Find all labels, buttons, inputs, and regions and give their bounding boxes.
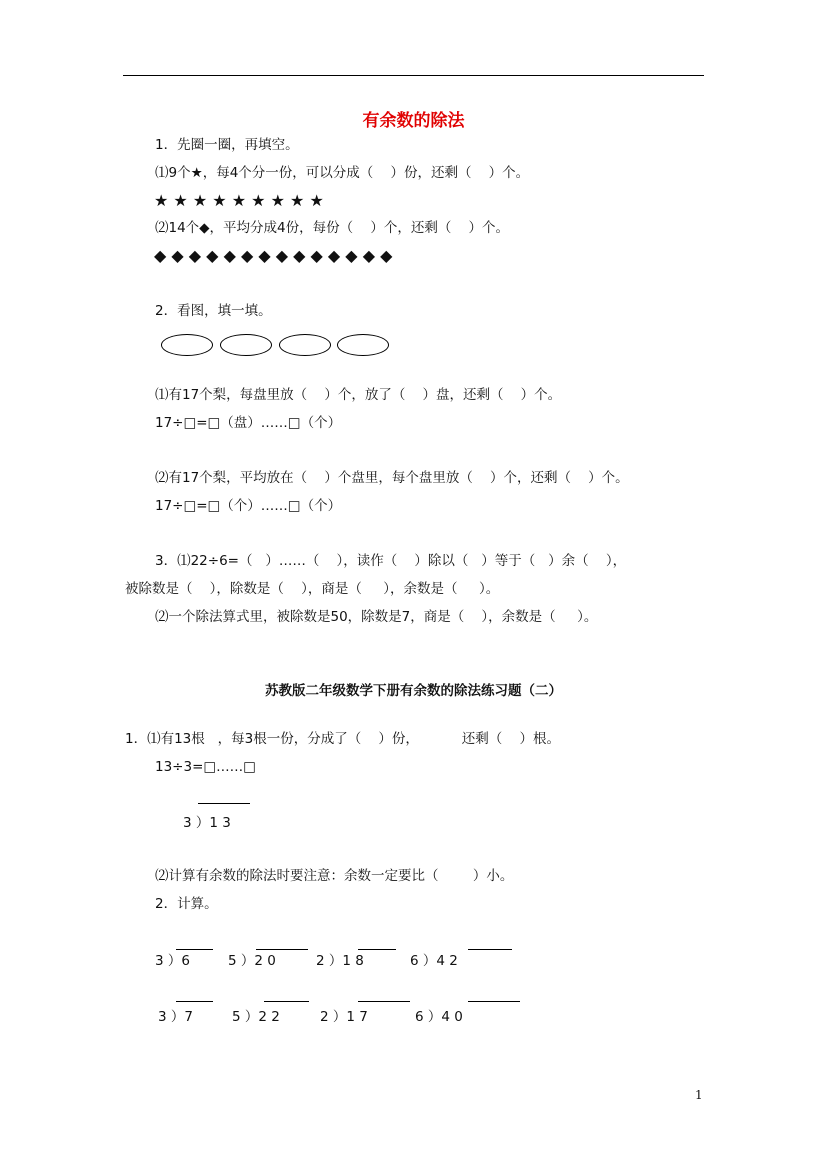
- calc-item: 5 ）2 2: [232, 1009, 280, 1025]
- calc-item: 3 ）7: [158, 1009, 193, 1025]
- calc-item: 2 ）1 8: [316, 953, 364, 969]
- q1-part1-text: ⑴9个★，每4个分一份，可以分成（ ）份，还剩（ ）个。: [155, 165, 530, 181]
- q1-heading: 1．先圈一圈，再填空。: [155, 137, 299, 153]
- part2-q1-text: 1．⑴有13根 ，每3根一份，分成了（ ）份， 还剩（ ）根。: [125, 731, 560, 747]
- header-rule: [123, 75, 704, 76]
- q3-line-2: 被除数是（ ），除数是（ ），商是（ ），余数是（ ）。: [125, 581, 500, 597]
- long-division-13: 3 ）1 3: [183, 815, 231, 831]
- calc-item: 6 ）4 2: [410, 953, 458, 969]
- calc-item: 6 ）4 0: [415, 1009, 463, 1025]
- calc-bar: [468, 1001, 520, 1002]
- part2-q1-part2-text: ⑵计算有余数的除法时要注意：余数一定要比（ ）小。: [155, 868, 514, 884]
- q2-heading: 2．看图，填一填。: [155, 303, 272, 319]
- diamonds-row: ◆ ◆ ◆ ◆ ◆ ◆ ◆ ◆ ◆ ◆ ◆ ◆ ◆ ◆: [154, 246, 393, 265]
- calc-item: 5 ）2 0: [228, 953, 276, 969]
- q1-part2-text: ⑵14个◆，平均分成4份，每份（ ）个，还剩（ ）个。: [155, 220, 509, 236]
- part2-q1-equation: 13÷3=□……□: [155, 759, 256, 775]
- q2-part1-text: ⑴有17个梨，每盘里放（ ）个，放了（ ）盘，还剩（ ）个。: [155, 387, 562, 403]
- plate-oval-4: [337, 334, 389, 356]
- q2-equation-2: 17÷□=□（个）……□（个）: [155, 498, 342, 514]
- page-title: 有余数的除法: [362, 111, 465, 131]
- plate-oval-1: [161, 334, 213, 356]
- q3-line-3: ⑵一个除法算式里，被除数是50，除数是7，商是（ ），余数是（ ）。: [155, 609, 598, 625]
- calc-bar: [256, 949, 308, 950]
- page-number: 1: [695, 1088, 703, 1102]
- long-division-bar: [198, 803, 250, 804]
- q2-part2-text: ⑵有17个梨，平均放在（ ）个盘里，每个盘里放（ ）个，还剩（ ）个。: [155, 470, 629, 486]
- calc-item: 2 ）1 7: [320, 1009, 368, 1025]
- calc-bar: [176, 1001, 213, 1002]
- calc-bar: [468, 949, 512, 950]
- calc-item: 3 ）6: [155, 953, 190, 969]
- plate-oval-3: [279, 334, 331, 356]
- plate-oval-2: [220, 334, 272, 356]
- calc-bar: [358, 1001, 410, 1002]
- q3-line-1: 3．⑴22÷6=（ ）……（ ），读作（ ）除以（ ）等于（ ）余（ ），: [155, 553, 627, 569]
- q2-equation-1: 17÷□=□（盘）……□（个）: [155, 415, 342, 431]
- calc-bar: [358, 949, 396, 950]
- part2-q2-heading: 2．计算。: [155, 896, 218, 912]
- stars-row: ★ ★ ★ ★ ★ ★ ★ ★ ★: [154, 191, 324, 210]
- calc-bar: [264, 1001, 309, 1002]
- calc-bar: [176, 949, 213, 950]
- section-subtitle: 苏教版二年级数学下册有余数的除法练习题（二）: [265, 683, 562, 699]
